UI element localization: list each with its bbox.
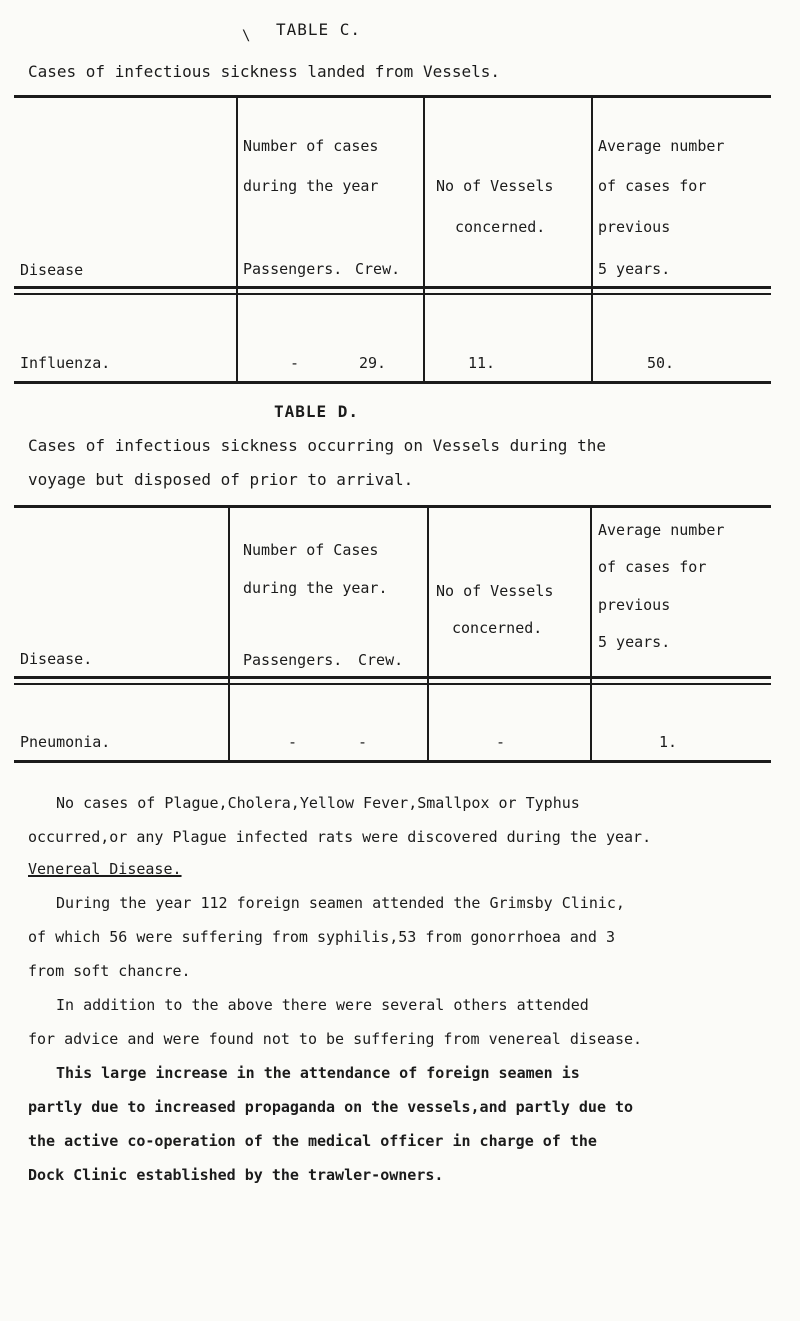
table-d-header-disease: Disease. (20, 650, 93, 668)
table-c-row-crew: 29. (359, 354, 387, 372)
para3-line-4: Dock Clinic established by the trawler-owners. (28, 1166, 444, 1184)
table-c-header-disease: Disease (20, 261, 84, 279)
table-c-header-vessels-2: concerned. (455, 218, 546, 236)
para3-line-3: the active co-operation of the medical officer in charge of the (28, 1132, 597, 1150)
table-c-header-cases: Number of cases (243, 137, 379, 155)
table-c-header-vessels: No of Vessels (436, 177, 554, 195)
table-c-row-disease: Influenza. (20, 354, 111, 372)
table-c-header-cases-2: during the year (243, 177, 379, 195)
no-cases-line-1: No cases of Plague,Cholera,Yellow Fever,Smallpox or Typhus (56, 794, 580, 812)
table-d-header-avg-3: previous (598, 596, 671, 614)
table-d-header-passengers: Passengers. (243, 651, 343, 669)
para3-line-2: partly due to increased propaganda on the vessels,and partly due to (28, 1098, 634, 1116)
para2-line-2: for advice and were found not to be suffering from venereal disease. (28, 1030, 643, 1048)
table-c-caption: Cases of infectious sickness landed from Vessels. (28, 62, 501, 81)
table-d-caption-2: voyage but disposed of prior to arrival. (28, 470, 414, 489)
no-cases-line-2: occurred,or any Plague infected rats were discovered during the year. (28, 828, 652, 846)
table-d-row-disease: Pneumonia. (20, 733, 111, 751)
venereal-heading: Venereal Disease. (28, 860, 182, 878)
table-d-header-cases: Number of Cases (243, 541, 379, 559)
table-d-title: TABLE D. (274, 402, 360, 421)
table-c-header-crew: Crew. (355, 260, 401, 278)
table-d-header-avg: Average number (598, 521, 725, 539)
table-c-header-avg-3: previous (598, 218, 671, 236)
table-d-header-vessels-2: concerned. (452, 619, 543, 637)
table-c-header-passengers: Passengers. (243, 260, 343, 278)
para1-line-2: of which 56 were suffering from syphilis,53 from gonorrhoea and 3 (28, 928, 615, 946)
table-d-row-vessels: - (496, 733, 506, 751)
table-d-header-vessels: No of Vessels (436, 582, 554, 600)
table-c-header-avg-4: 5 years. (598, 260, 671, 278)
table-c-header-avg: Average number (598, 137, 725, 155)
table-d-row-avg: 1. (659, 733, 678, 751)
table-d-row-crew: - (358, 733, 368, 751)
table-c-header-avg-2: of cases for (598, 177, 707, 195)
table-d-row-passengers: - (288, 733, 298, 751)
para1-line-1: During the year 112 foreign seamen attended the Grimsby Clinic, (56, 894, 625, 912)
table-d-header-crew: Crew. (358, 651, 404, 669)
table-d-header-avg-4: 5 years. (598, 633, 671, 651)
table-d-caption: Cases of infectious sickness occurring on Vessels during the (28, 436, 606, 455)
table-c-row-passengers: - (290, 354, 300, 372)
table-d-header-cases-2: during the year. (243, 579, 388, 597)
table-d-header-avg-2: of cases for (598, 558, 707, 576)
table-c-row-avg: 50. (647, 354, 675, 372)
para2-line-1: In addition to the above there were several others attended (56, 996, 589, 1014)
corner-mark: \ (242, 28, 251, 44)
table-c-row-vessels: 11. (468, 354, 496, 372)
table-c-title: TABLE C. (276, 20, 362, 39)
para1-line-3: from soft chancre. (28, 962, 191, 980)
para3-line-1: This large increase in the attendance of foreign seamen is (56, 1064, 580, 1082)
